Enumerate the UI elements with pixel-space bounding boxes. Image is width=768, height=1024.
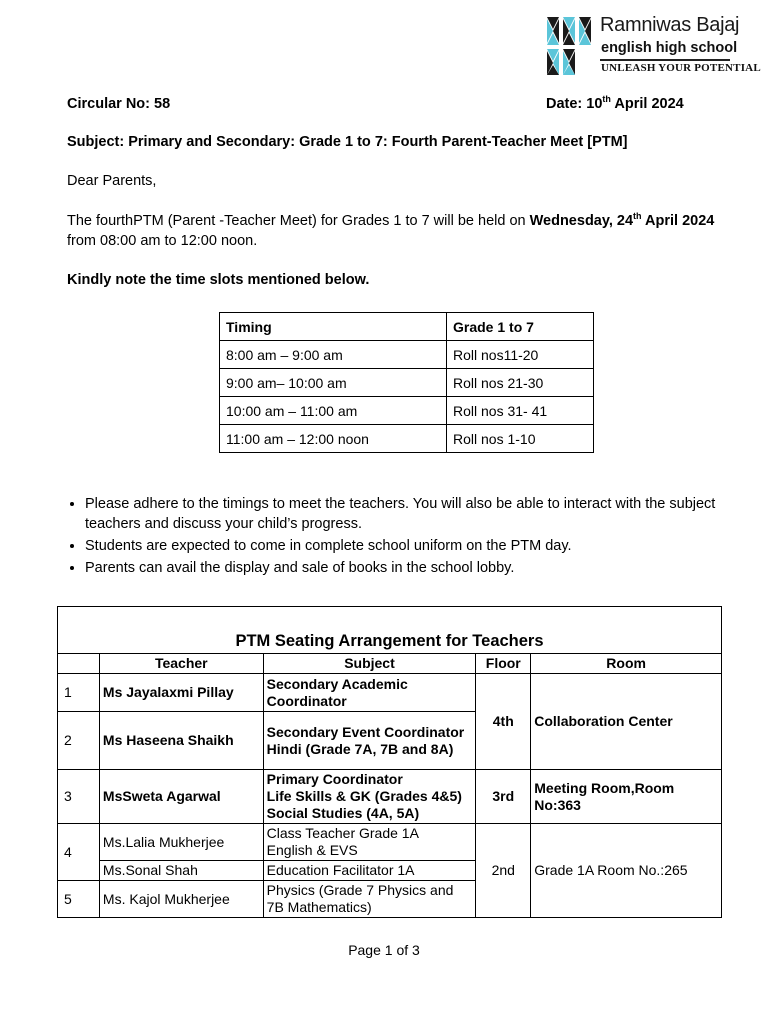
room-cell: Meeting Room,Room No:363 bbox=[531, 770, 722, 824]
seating-title: PTM Seating Arrangement for Teachers bbox=[58, 607, 722, 654]
teacher-name: MsSweta Agarwal bbox=[99, 770, 263, 824]
slot-time: 11:00 am – 12:00 noon bbox=[220, 425, 447, 453]
list-item: • Parents can avail the display and sale of books in the school lobby. bbox=[85, 558, 735, 578]
list-item: • Students are expected to come in complete school uniform on the PTM day. bbox=[85, 536, 735, 556]
table-row bbox=[220, 341, 594, 369]
note-line: Kindly note the time slots mentioned below. bbox=[67, 272, 370, 288]
header-room: Room bbox=[531, 654, 722, 674]
subject-line: Class Teacher Grade 1A bbox=[266, 825, 419, 841]
table-header-row bbox=[58, 654, 722, 674]
time-slots-table bbox=[219, 312, 594, 453]
body-paragraph bbox=[67, 211, 757, 251]
table-row bbox=[58, 674, 722, 712]
header-timing: Timing bbox=[220, 313, 447, 341]
slot-rolls: Roll nos 1-10 bbox=[447, 425, 594, 453]
teacher-subject: Education Facilitator 1A bbox=[263, 861, 476, 881]
room-cell: Grade 1A Room No.:265 bbox=[531, 824, 722, 918]
header-teacher: Teacher bbox=[99, 654, 263, 674]
subject-line: English & EVS bbox=[266, 842, 358, 858]
school-subname: english high school bbox=[601, 40, 738, 56]
row-number: 2 bbox=[58, 712, 100, 770]
date-prefix: Date: 10 bbox=[546, 96, 603, 112]
table-row bbox=[220, 369, 594, 397]
table-row bbox=[58, 770, 722, 824]
body-time: from 08:00 am to 12:00 noon. bbox=[67, 233, 258, 249]
teacher-subject bbox=[263, 824, 476, 861]
teacher-subject bbox=[263, 712, 476, 770]
table-row bbox=[220, 397, 594, 425]
row-number: 5 bbox=[58, 881, 100, 918]
header-grade: Grade 1 to 7 bbox=[447, 313, 594, 341]
subject-line: Hindi (Grade 7A, 7B and 8A) bbox=[266, 740, 454, 757]
instruction-list bbox=[67, 494, 735, 580]
teacher-name: Ms Haseena Shaikh bbox=[99, 712, 263, 770]
body-sup: th bbox=[633, 211, 642, 222]
page-number: Page 1 of 3 bbox=[348, 942, 420, 958]
room-cell: Collaboration Center bbox=[531, 674, 722, 770]
logo-mark-icon bbox=[545, 15, 597, 77]
slot-rolls: Roll nos 31- 41 bbox=[447, 397, 594, 425]
subject-line: Secondary Event Coordinator bbox=[266, 723, 465, 740]
greeting: Dear Parents, bbox=[67, 173, 157, 189]
circular-date bbox=[546, 96, 684, 112]
body-day: Wednesday, 24 bbox=[529, 213, 634, 229]
row-number: 3 bbox=[58, 770, 100, 824]
seating-title-row bbox=[58, 607, 722, 654]
slot-time: 10:00 am – 11:00 am bbox=[220, 397, 447, 425]
teacher-name: Ms. Kajol Mukherjee bbox=[99, 881, 263, 918]
header-floor: Floor bbox=[476, 654, 531, 674]
header-subject: Subject bbox=[263, 654, 476, 674]
subject-line: Life Skills & GK (Grades 4&5) Social Studies (4A, 5A) bbox=[266, 788, 462, 821]
school-tagline: UNLEASH YOUR POTENTIAL bbox=[601, 62, 761, 74]
teacher-subject bbox=[263, 770, 476, 824]
floor-cell: 2nd bbox=[476, 824, 531, 918]
row-number: 1 bbox=[58, 674, 100, 712]
slot-rolls: Roll nos 21-30 bbox=[447, 369, 594, 397]
floor-cell: 3rd bbox=[476, 770, 531, 824]
date-sup: th bbox=[602, 94, 611, 105]
slot-time: 8:00 am – 9:00 am bbox=[220, 341, 447, 369]
teacher-subject: Physics (Grade 7 Physics and 7B Mathematics) bbox=[263, 881, 476, 918]
teacher-name: Ms.Lalia Mukherjee bbox=[99, 824, 263, 861]
table-header-row bbox=[220, 313, 594, 341]
seating-table bbox=[57, 606, 722, 918]
teacher-name: Ms Jayalaxmi Pillay bbox=[99, 674, 263, 712]
teacher-name: Ms.Sonal Shah bbox=[99, 861, 263, 881]
body-prefix: The fourthPTM (Parent -Teacher Meet) for Grades 1 to 7 will be held on bbox=[67, 213, 530, 229]
slot-rolls: Roll nos11-20 bbox=[447, 341, 594, 369]
teacher-subject: Secondary Academic Coordinator bbox=[263, 674, 476, 712]
circular-number: Circular No: 58 bbox=[67, 96, 171, 112]
header-number bbox=[58, 654, 100, 674]
list-item: • Please adhere to the timings to meet the teachers. You will also be able to interact with the subject teachers and discuss your child’s progress. bbox=[85, 494, 735, 534]
subject-line: Primary Coordinator bbox=[266, 771, 403, 787]
date-suffix: April 2024 bbox=[610, 96, 684, 112]
row-number: 4 bbox=[58, 824, 100, 881]
body-month: April 2024 bbox=[641, 213, 715, 229]
floor-cell: 4th bbox=[476, 674, 531, 770]
slot-time: 9:00 am– 10:00 am bbox=[220, 369, 447, 397]
subject-line: Subject: Primary and Secondary: Grade 1 to 7: Fourth Parent-Teacher Meet [PTM] bbox=[67, 134, 628, 150]
table-row bbox=[220, 425, 594, 453]
table-row bbox=[58, 824, 722, 861]
school-name: Ramniwas Bajaj bbox=[600, 14, 740, 36]
logo-divider bbox=[600, 59, 730, 61]
